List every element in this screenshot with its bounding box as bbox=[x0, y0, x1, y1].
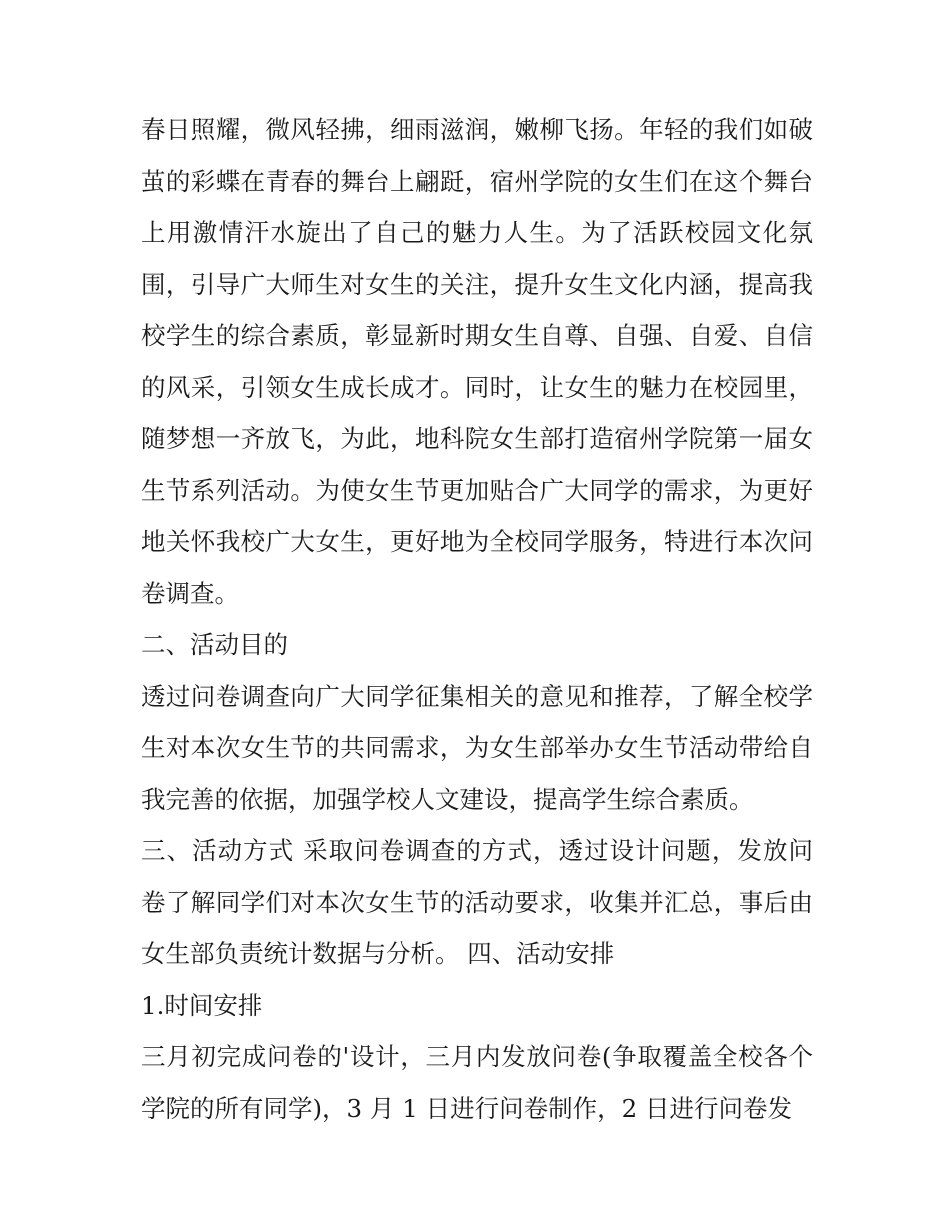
text-line-12: 透过问卷调查向广大同学征集相关的意见和推荐，了解全校学 bbox=[141, 681, 813, 711]
text-line-15: 三、活动方式 采取问卷调查的方式，透过设计问题，发放问 bbox=[141, 836, 813, 865]
section-heading-schedule: 1.时间安排 bbox=[141, 990, 263, 1020]
text-line-13: 生对本次女生节的共同需求，为女生部举办女生节活动带给自 bbox=[141, 733, 813, 762]
text-line-10: 卷调查。 bbox=[141, 578, 239, 608]
text-line-16: 卷了解同学们对本次女生节的活动要求，收集并汇总，事后由 bbox=[141, 887, 813, 917]
text-line-7: 随梦想一齐放飞，为此，地科院女生部打造宿州学院第一届女 bbox=[141, 424, 813, 453]
text-line-17: 女生部负责统计数据与分析。 四、活动安排 bbox=[141, 939, 615, 968]
text-line-5: 校学生的综合素质，彰显新时期女生自尊、自强、自爱、自信 bbox=[141, 321, 813, 350]
section-heading-purpose: 二、活动目的 bbox=[141, 630, 288, 659]
text-line-19: 三月初完成问卷的'设计，三月内发放问卷(争取覆盖全校各个 bbox=[141, 1042, 813, 1071]
text-line-4: 围，引导广大师生对女生的关注，提升女生文化内涵，提高我 bbox=[141, 269, 813, 299]
text-line-3: 上用激情汗水旋出了自己的魅力人生。为了活跃校园文化氛 bbox=[141, 218, 813, 247]
text-line-14: 我完善的依据，加强学校人文建设，提高学生综合素质。 bbox=[141, 784, 754, 814]
document-body bbox=[141, 104, 813, 1134]
text-line-9: 地关怀我校广大女生，更好地为全校同学服务，特进行本次问 bbox=[141, 527, 813, 556]
text-line-6: 的风采，引领女生成长成才。同时，让女生的魅力在校园里， bbox=[141, 372, 813, 402]
text-line-8: 生节系列活动。为使女生节更加贴合广大同学的需求，为更好 bbox=[141, 475, 813, 505]
text-line-2: 茧的彩蝶在青春的舞台上翩跹，宿州学院的女生们在这个舞台 bbox=[141, 166, 813, 196]
text-line-20: 学院的所有同学)，3 月 1 日进行问卷制作，2 日进行问卷发 bbox=[141, 1093, 792, 1123]
text-line-1: 春日照耀，微风轻拂，细雨滋润，嫩柳飞扬。年轻的我们如破 bbox=[141, 115, 813, 144]
